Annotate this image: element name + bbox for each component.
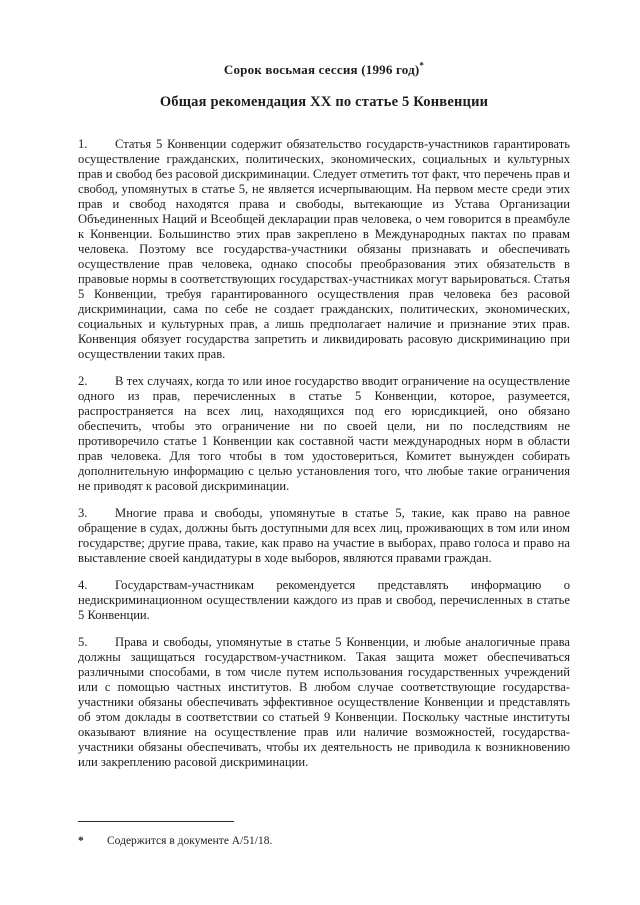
footnote-separator xyxy=(78,821,234,822)
document-body xyxy=(78,62,570,782)
paragraph-4-number: 4. xyxy=(78,578,88,592)
paragraph-3-text: Многие права и свободы, упомянутые в статье 5, такие, как право на равное обращение в судах, должны быть доступными для всех лиц, проживающих в том или ином государстве; другие права, такие, как право на участие в выборах, право голоса и право на выставление своей кандидатуры в ходе выборов, являются правами граждан. xyxy=(78,506,570,565)
paragraph-5 xyxy=(78,635,570,770)
paragraph-2-text: В тех случаях, когда то или иное государство вводит ограничение на осуществление одного из прав, перечисленных в статье 5 Конвенции, которое, разумеется, распространяется на всех лиц, находящихся под его юрисдикцией, оно обязано обеспечить, чтобы это ограничение ни по своей цели, ни по последствиям не противоречило статье 1 Конвенции как составной части международных норм в области прав человека. Для того чтобы в том удостовериться, Комитет вынужден собирать дополнительную информацию с целью установления того, что любые такие ограничения не приводят к расовой дискриминации. xyxy=(78,374,570,493)
paragraph-4-text: Государствам-участникам рекомендуется представлять информацию о недискриминационном осуществлении каждого из прав и свобод, перечисленных в статье 5 Конвенции. xyxy=(78,578,570,622)
footnote-reference-marker: * xyxy=(419,60,425,71)
paragraph-2-number: 2. xyxy=(78,374,88,388)
footnote-marker: * xyxy=(78,834,84,847)
paragraph-1 xyxy=(78,137,570,362)
paragraph-5-number: 5. xyxy=(78,635,88,649)
document-title: Общая рекомендация XX по статье 5 Конвенции xyxy=(159,94,489,110)
paragraph-4 xyxy=(78,578,570,623)
paragraph-1-text: Статья 5 Конвенции содержит обязательство государств-участников гарантировать осуществление гражданских, политических, экономических, социальных и культурных прав и свобод без расовой дискриминации. Следует отметить тот факт, что перечень прав и свобод, упомянутых в статье 5, не является исчерпывающим. На первом месте среди этих прав и свобод находятся права и свободы, вытекающие из Устава Организации Объединенных Наций и Всеобщей декларации прав человека, о чем говорится в преамбуле к Конвенции. Большинство этих прав закреплено в Международных пактах по правам человека. Поэтому все государства-участники обязаны признавать и обеспечивать осуществление прав человека, однако способы преобразования этих обязательств в правовые нормы в соответствующих государствах-участниках могут варьироваться. Статья 5 Конвенции, требуя гарантированного осуществления прав человека без расовой дискриминации, сама по себе не создает гражданских, политических, экономических, социальных и культурных прав, а лишь предполагает наличие и признание этих прав. Конвенция обязует государства запретить и ликвидировать расовую дискриминацию при осуществлении таких прав. xyxy=(78,137,570,361)
paragraph-5-text: Права и свободы, упомянутые в статье 5 Конвенции, и любые аналогичные права должны защищаться государством-участником. Такая защита может обеспечиваться различными способами, в том числе путем использования государственных учреждений или с помощью частных институтов. В любом случае соответствующие государства-участники обязаны обеспечивать эффективное осуществление Конвенции и представлять об этом доклады в соответствии со статьей 9 Конвенции. Поскольку частные институты оказывают влияние на осуществление прав или наличие возможностей, государства-участники обязаны обеспечивать, чтобы их деятельность не приводила к возникновению или закреплению расовой дискриминации. xyxy=(78,635,570,769)
footnote-text: Содержится в документе A/51/18. xyxy=(107,834,273,847)
paragraph-3 xyxy=(78,506,570,566)
paragraph-3-number: 3. xyxy=(78,506,88,520)
footnote-section xyxy=(78,821,570,859)
paragraph-1-number: 1. xyxy=(78,137,88,151)
session-title xyxy=(78,62,570,77)
paragraph-2 xyxy=(78,374,570,494)
session-title-text: Сорок восьмая сессия (1996 год) xyxy=(223,62,420,77)
footnote xyxy=(78,834,570,848)
